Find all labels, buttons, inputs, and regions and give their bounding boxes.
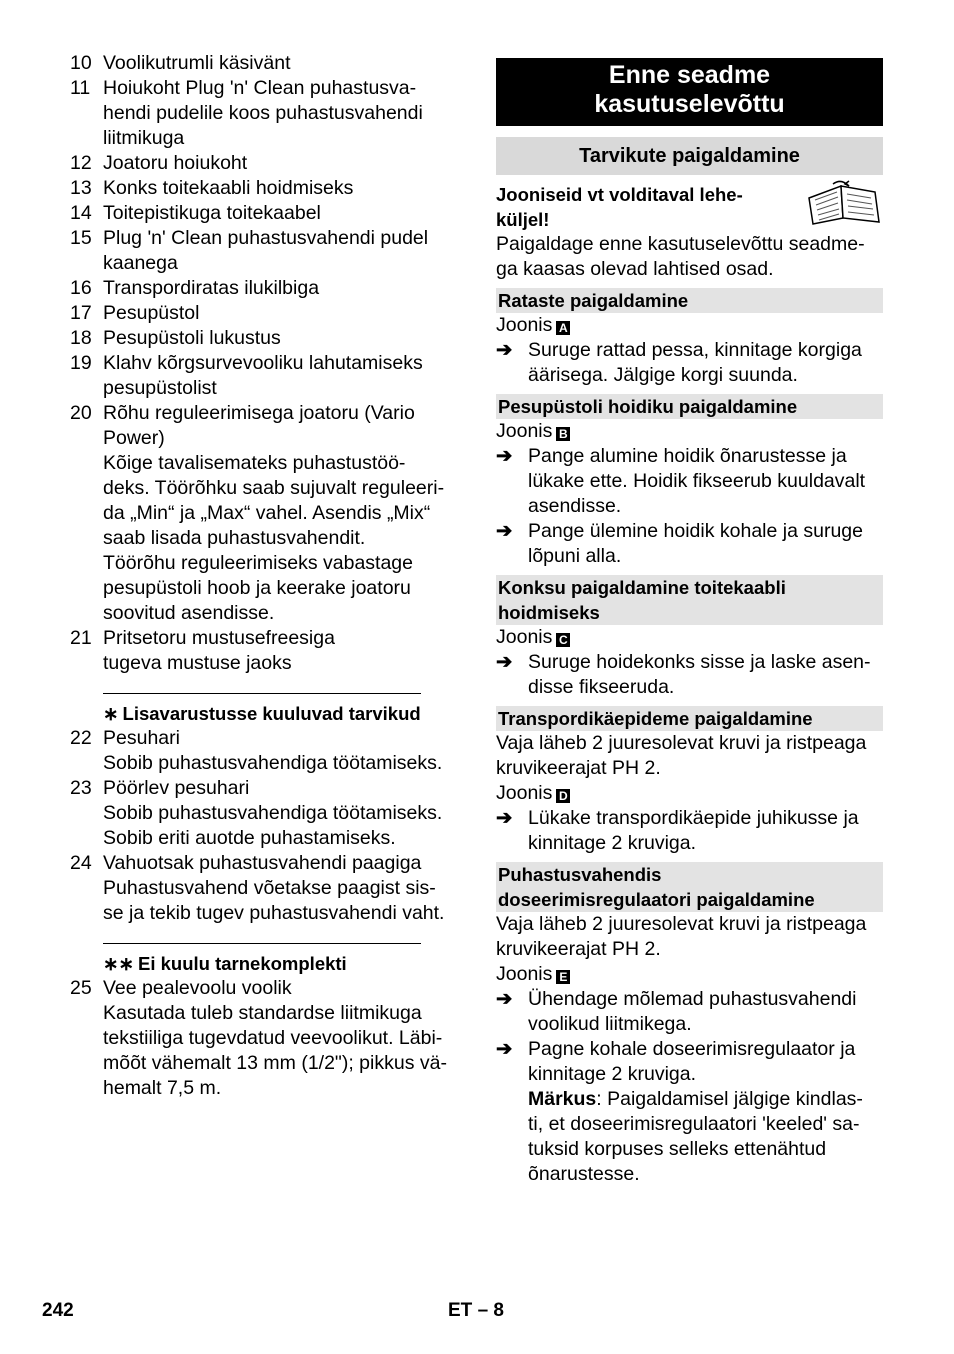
item-text: Klahv kõrgsurvevooliku lahutamiseks pesupüstolist xyxy=(103,352,423,399)
list-item xyxy=(70,51,462,76)
instruction-step: ➔ Suruge rattad pessa, kinnitage korgiga äärisega. Jälgige korgi suunda. xyxy=(496,339,862,386)
double-star-icon: ∗∗ xyxy=(103,953,135,974)
not-included-heading: ∗∗ Ei kuulu tarnekomplekti xyxy=(103,953,347,974)
star-icon: ∗ xyxy=(103,703,119,724)
item-text: Joatoru hoiukoht xyxy=(103,152,248,174)
heading-dosing-regulator: Puhastusvahendis doseerimisregulaatori paigaldamine xyxy=(496,862,883,912)
instruction-step: ➔ Ühendage mõlemad puhastusvahendi voolikud liitmikega. xyxy=(496,988,857,1035)
intro-text: Paigaldage enne kasutuselevõttu seadme- ga kaasas olevad lahtised osad. xyxy=(496,233,865,280)
item-text: Vahuotsak puhastusvahendi paagiga Puhastusvahend võetakse paagist sis- se ja tekib tugev puhastusvahendi vaht. xyxy=(103,852,445,924)
list-item xyxy=(70,626,462,676)
item-number: 23 xyxy=(70,777,92,799)
instruction-step: ➔ Pagne kohale doseerimisregulaator ja kinnitage 2 kruviga. xyxy=(496,1038,856,1085)
list-item xyxy=(70,976,462,1101)
figure-e-icon: E xyxy=(556,970,570,984)
list-item xyxy=(70,776,462,851)
figure-d-icon: D xyxy=(556,789,570,803)
figure-b-icon: B xyxy=(556,427,570,441)
fold-out-note: Jooniseid vt volditaval lehe- küljel! xyxy=(496,182,883,232)
item-text: Vee pealevoolu voolik Kasutada tuleb standardse liitmikuga tekstiiliga tugevdatud veevoolikut. Läbi- mõõt vähemalt 13 mm (1/2"); pikkus vä- hemalt 7,5 m. xyxy=(103,977,447,1099)
list-item xyxy=(70,326,462,351)
item-text: Hoiukoht Plug 'n' Clean puhastusva- hendi pudelile koos puhastusvahendi liitmikuga xyxy=(103,77,423,149)
list-item xyxy=(70,151,462,176)
chapter-title: Enne seadme kasutuselevõttu xyxy=(496,58,883,126)
figure-ref: Joonis E xyxy=(496,962,883,987)
arrow-icon: ➔ xyxy=(496,988,513,1010)
list-item xyxy=(70,726,462,776)
arrow-icon: ➔ xyxy=(496,339,513,361)
item-number: 10 xyxy=(70,52,92,74)
accessories-list xyxy=(70,726,462,926)
not-included-list xyxy=(70,976,462,1101)
list-item xyxy=(70,351,462,401)
list-item xyxy=(70,276,462,301)
accessories-heading: ∗ Lisavarustusse kuuluvad tarvikud xyxy=(103,703,421,724)
item-text: Pesupüstol xyxy=(103,302,200,324)
requirements-text: Vaja läheb 2 juuresolevat kruvi ja ristpeaga kruvikeerajat PH 2. xyxy=(496,913,867,960)
list-item xyxy=(70,226,462,276)
item-number: 16 xyxy=(70,277,92,299)
section-page-ref: ET – 8 xyxy=(448,1300,504,1321)
item-text: Voolikutrumli käsivänt xyxy=(103,52,291,74)
arrow-icon: ➔ xyxy=(496,651,513,673)
divider xyxy=(103,693,421,694)
item-number: 17 xyxy=(70,302,92,324)
instruction-step: ➔ Suruge hoidekonks sisse ja laske asen- disse fikseeruda. xyxy=(496,651,871,698)
heading-gun-holder: Pesupüstoli hoidiku paigaldamine xyxy=(496,394,883,419)
item-text: Transpordiratas ilukilbiga xyxy=(103,277,320,299)
divider xyxy=(103,943,421,944)
page-number: 242 xyxy=(42,1300,74,1321)
item-text: Plug 'n' Clean puhastusvahendi pudel kaanega xyxy=(103,227,429,274)
item-text: Pöörlev pesuhari Sobib puhastusvahendiga töötamiseks. Sobib eriti auotde puhastamiseks. xyxy=(103,777,443,849)
item-number: 22 xyxy=(70,727,92,749)
item-number: 11 xyxy=(70,77,91,99)
item-text: Pesuhari Sobib puhastusvahendiga töötamiseks. xyxy=(103,727,443,774)
parts-list xyxy=(70,51,462,676)
list-item xyxy=(70,301,462,326)
item-number: 19 xyxy=(70,352,92,374)
list-item xyxy=(70,76,462,151)
figure-ref: Joonis D xyxy=(496,781,883,806)
open-book-icon xyxy=(805,178,883,226)
item-number: 20 xyxy=(70,402,92,424)
list-item xyxy=(70,201,462,226)
requirements-text: Vaja läheb 2 juuresolevat kruvi ja ristpeaga kruvikeerajat PH 2. xyxy=(496,732,867,779)
list-item xyxy=(70,851,462,926)
figure-a-icon: A xyxy=(556,321,570,335)
instruction-step: ➔ Pange alumine hoidik õnarustesse ja lükake ette. Hoidik fikseerub kuuldavalt asendisse. xyxy=(496,445,866,517)
left-column xyxy=(70,51,462,1101)
item-number: 21 xyxy=(70,627,92,649)
item-number: 14 xyxy=(70,202,92,224)
arrow-icon: ➔ xyxy=(496,1038,513,1060)
note: Märkus: Paigaldamisel jälgige kindlas- ti, et doseerimisregulaatori 'keeled' sa- tuksid korpuses selleks ettenähtud õnarustesse. xyxy=(528,1088,863,1185)
arrow-icon: ➔ xyxy=(496,520,513,542)
item-number: 25 xyxy=(70,977,92,999)
item-text: Pesupüstoli lukustus xyxy=(103,327,281,349)
instruction-step: ➔ Lükake transpordikäepide juhikusse ja kinnitage 2 kruviga. xyxy=(496,807,859,854)
list-item xyxy=(70,401,462,626)
item-text: Toitepistikuga toitekaabel xyxy=(103,202,321,224)
section-title: Tarvikute paigaldamine xyxy=(496,137,883,175)
heading-wheels: Rataste paigaldamine xyxy=(496,288,883,313)
item-number: 18 xyxy=(70,327,92,349)
arrow-icon: ➔ xyxy=(496,807,513,829)
figure-c-icon: C xyxy=(556,633,570,647)
arrow-icon: ➔ xyxy=(496,445,513,467)
instruction-step: ➔ Pange ülemine hoidik kohale ja suruge lõpuni alla. xyxy=(496,520,863,567)
item-number: 13 xyxy=(70,177,92,199)
item-number: 12 xyxy=(70,152,92,174)
right-column xyxy=(496,58,883,1187)
heading-transport-handle: Transpordikäepideme paigaldamine xyxy=(496,706,883,731)
item-text: Konks toitekaabli hoidmiseks xyxy=(103,177,354,199)
item-number: 24 xyxy=(70,852,92,874)
figure-ref: Joonis A xyxy=(496,313,883,338)
list-item xyxy=(70,176,462,201)
item-text: Pritsetoru mustusefreesiga tugeva mustuse jaoks xyxy=(103,627,335,674)
figure-ref: Joonis B xyxy=(496,419,883,444)
item-text: Rõhu reguleerimisega joatoru (Vario Power) Kõige tavalisemateks puhastustöö- deks. Töörõhku saab sujuvalt reguleeri- da „Min“ ja „Max“ vahel. Asendis „Mix“ saab lisada puhastusvahendit. Töörõhu reguleerimiseks vabastage pesupüstoli hoob ja keerake joatoru soovitud asendisse. xyxy=(103,402,445,624)
figure-ref: Joonis C xyxy=(496,625,883,650)
item-number: 15 xyxy=(70,227,92,249)
heading-cable-hook: Konksu paigaldamine toitekaabli hoidmiseks xyxy=(496,575,883,625)
